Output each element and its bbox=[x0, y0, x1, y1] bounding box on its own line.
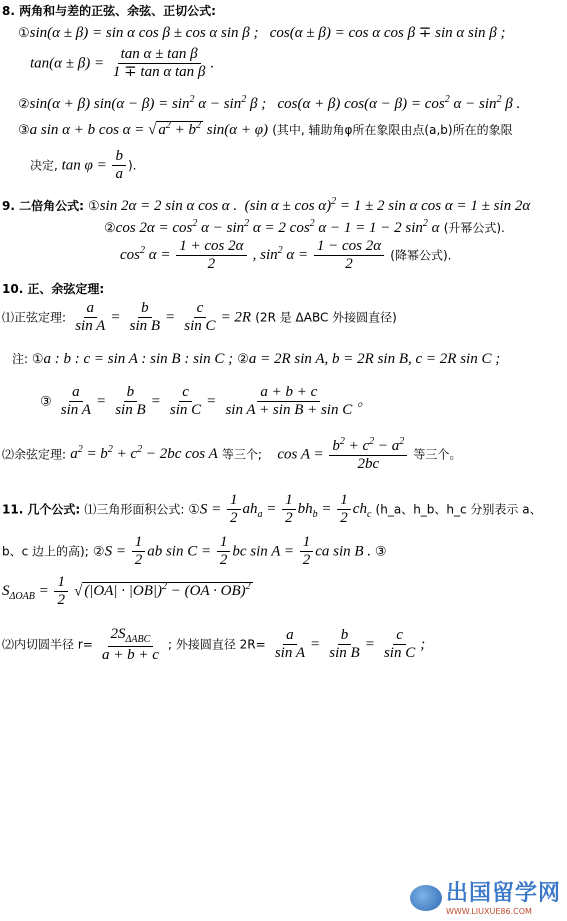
formula-sine-sum: ③ $\frac{a}{\text{sin A}}$ = $\frac{b}{\text{sin B}}$ = $\frac{c}{\text{sin C}}$ = $\frac{a + b + c}{\text{sin A + sin B + sin C}}$ 。 bbox=[40, 384, 373, 419]
three-each-2: 等三个。 bbox=[413, 447, 462, 462]
formula-ratio: 注: ①a : b : c = sin A : sin B : sin C ; ②a = 2R sin A, b = 2R sin B, c = 2R sin C ; bbox=[12, 351, 501, 367]
formula-tan-sum: tan(α ± β) = $\frac{\text{tan α ± tan β}}{\text{1 ∓ tan α tan β}}$ . bbox=[30, 46, 215, 81]
formula-double-cos: ②cos $2\alpha = \cos^2 \alpha - \sin^2 \alpha = 2$ $\cos^2 \alpha - 1 = 1 - 2$ $\sin^2 \alpha$ (升幂公式). bbox=[104, 218, 505, 236]
formula-power-reduce: $\cos^2 \alpha$ = $\frac{1 + \cos 2\alpha}{2}$ , $\sin^2 \alpha$ = $\frac{1 - \cos 2\alpha}{2}$ (降幂公式). bbox=[120, 238, 452, 273]
formula-aux-angle: ③a sin α + b cos α = √ $a^2 + b^2$ sin(α + φ) (其中, 辅助角φ所在象限由点(a,b)所在的象限 bbox=[18, 120, 513, 138]
formula-radii: ⑵内切圆半径 r= $2S_{\Delta ABC}$ a + b + c ; 外接圆直径 2R= $\frac{a}{\text{sin A}}$ = $\frac{b}{\text{sin B}}$ = $\frac{c}{\text{sin C}}$ ; bbox=[2, 626, 426, 663]
section-9-title: 9. 二倍角公式: bbox=[2, 199, 84, 213]
sine-rule-label: ⑴正弦定理: bbox=[2, 310, 67, 325]
globe-icon bbox=[410, 885, 442, 911]
raise-power-note: (升幂公式). bbox=[443, 221, 505, 235]
section-11-title: 11. 几个公式: bbox=[2, 502, 81, 517]
formula-area-1: 11. 几个公式: ⑴三角形面积公式: ①S = $\frac{1}{2}$ $ah_a$ = $\frac{1}{2}$ $bh_b$ = $\frac{1}{2}$ $ch_c$ (h_a、h_b、h_c 分别表示 a、 bbox=[2, 492, 542, 527]
area-label: ⑴三角形面积公式: bbox=[84, 502, 189, 517]
formula-double-sin: 9. 二倍角公式: ①sin 2α = 2 sin α cos α . (sin α ± cos α)$^2$ = 1 ± 2 sin α cos α = 1 ± sin 2α bbox=[2, 196, 531, 214]
circumdiam-label: ; 外接圆直径 2R= bbox=[168, 637, 266, 652]
section-10-title: 10. 正、余弦定理: bbox=[2, 282, 105, 296]
lower-power-note: (降幂公式). bbox=[390, 248, 452, 263]
section-8-title: 8. 两角和与差的正弦、余弦、正切公式: bbox=[2, 4, 216, 18]
note-label: 注: bbox=[12, 352, 32, 366]
aux-angle-note: (其中, 辅助角φ所在象限由点(a,b)所在的象限 bbox=[272, 123, 513, 137]
decide-note: 决定, bbox=[30, 158, 62, 173]
cosine-rule-label: ⑵余弦定理: bbox=[2, 447, 67, 462]
three-each-1: 等三个; bbox=[221, 447, 262, 462]
heights-note: (h_a、h_b、h_c 分别表示 a、 bbox=[375, 502, 542, 517]
logo-url: WWW.LIUXUE86.COM bbox=[445, 907, 532, 916]
heights-note-2: b、c 边上的高); bbox=[2, 544, 89, 559]
formula-sin-sum: ①sin(α ± β) = sin α cos β ± cos α sin β ; cos(α ± β) = cos α cos β ∓ sin α sin β ; bbox=[18, 25, 506, 41]
formula-tan-phi: 决定, tan φ = $\frac{b}{a}$ ). bbox=[30, 148, 137, 183]
formula-area-vector: $S_{\Delta OAB}$ = $\frac{1}{2}$ √ $(|OA| \cdot |OB|)^2 - (OA \cdot OB)^2$ bbox=[2, 574, 251, 609]
formula-area-2: b、c 边上的高); ②S = $\frac{1}{2}$ ab sin C = $\frac{1}{2}$ bc sin A = $\frac{1}{2}$ ca sin B . ③ bbox=[2, 534, 387, 569]
formula-cosine-rule: ⑵余弦定理: $a^2 = b^2 + c^2 - 2bc$ cos A 等三个; cos A = $\frac{b^2 + c^2 - a^2}{2bc}$ 等三个。 bbox=[2, 436, 462, 473]
formula-sine-rule: ⑴正弦定理: $\frac{a}{\text{sin A}}$ = $\frac{b}{\text{sin B}}$ = $\frac{c}{\text{sin C}}$ = 2R (2R 是 ΔABC 外接圆直径) bbox=[2, 300, 397, 335]
formula-product: ②sin(α + β) $\sin(\alpha - \beta) = \sin^2 \alpha - \sin^2 \beta$ ; cos(α + β) $\cos(\alpha - \beta) = \cos^2 \alpha - \sin^2 \beta$ . bbox=[18, 94, 521, 112]
logo-name: 出国留学网 bbox=[445, 880, 561, 906]
site-logo bbox=[410, 880, 561, 918]
circum-note: (2R 是 ΔABC 外接圆直径) bbox=[255, 310, 397, 325]
inradius-label: ⑵内切圆半径 r= bbox=[2, 637, 93, 652]
